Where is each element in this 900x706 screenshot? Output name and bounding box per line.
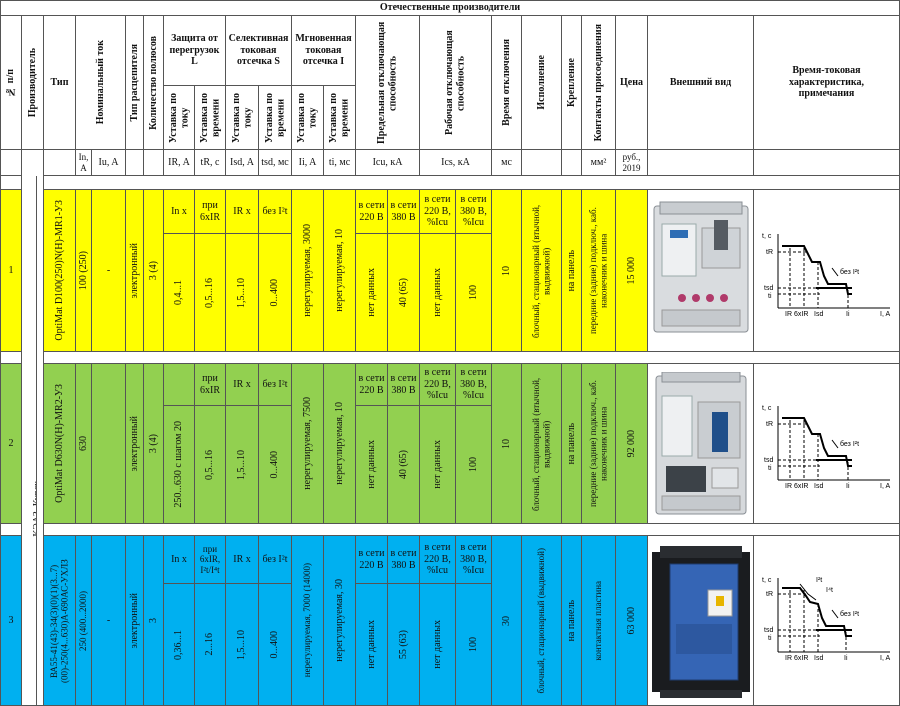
row1-icu2: 40 (65) xyxy=(388,234,420,352)
header-instant: Мгновенная токовая отсечка I xyxy=(292,16,356,86)
unit-ti: ti, мс xyxy=(324,150,356,176)
row2-type: OptiMat D630N(H)-MR2-УЗ xyxy=(44,364,76,524)
row2-icu: нет данных xyxy=(356,406,388,524)
spacer-row xyxy=(0,176,22,190)
row2-ir-top xyxy=(164,364,195,406)
tc-chart-2 xyxy=(760,400,896,492)
unit-ics: Ics, кА xyxy=(420,150,492,176)
tc-chart-3 xyxy=(760,572,896,664)
chart1-ii: Ii xyxy=(846,311,850,318)
chart1-x-label: I, A xyxy=(880,311,891,318)
header-appearance: Внешний вид xyxy=(648,16,754,150)
row2-ti: нерегулируемая, 10 xyxy=(324,364,356,524)
sub-set-time-s: Уставка по времени xyxy=(259,86,292,150)
row3-ir: 0,36...1 xyxy=(164,584,195,706)
spacer-row xyxy=(0,352,22,364)
chart3-ir: IR xyxy=(785,655,792,662)
chart2-tr: tR xyxy=(766,421,773,428)
row3-connection: контактная пластина xyxy=(582,536,616,706)
unit-icu: Icu, кА xyxy=(356,150,420,176)
row1-type: OptiMat D100(250)N(H)-MR1-УЗ xyxy=(44,190,76,352)
chart3-6xir: 6xIR xyxy=(794,655,809,662)
chart3-y-label: t, c xyxy=(762,577,772,584)
chart2-no-i2t: без I²t xyxy=(840,441,860,448)
table-title: Отечественные производители xyxy=(0,0,900,16)
row3-icu: нет данных xyxy=(356,584,388,706)
row1-icu: нет данных xyxy=(356,234,388,352)
header-manufacturer: Производитель xyxy=(22,16,44,150)
header-connection: Контакты присоединения xyxy=(582,16,616,150)
row3-tsd: 0...400 xyxy=(259,584,292,706)
unit-price: руб., 2019 xyxy=(616,150,648,176)
row3-num: 3 xyxy=(0,536,22,706)
chart1-ti: ti xyxy=(768,293,772,300)
row1-tr-top: при 6xIR xyxy=(195,190,226,234)
chart3-ii: Ii xyxy=(844,655,848,662)
row1-execution: блочный, стационарный (втычной, выдвижной) xyxy=(522,190,562,352)
row1-ir-top: In x xyxy=(164,190,195,234)
row3-ir-top: In x xyxy=(164,536,195,584)
spacer-row xyxy=(44,352,900,364)
spacer-row xyxy=(0,524,22,536)
chart1-isd: Isd xyxy=(814,311,824,318)
row2-price: 92 000 xyxy=(616,364,648,524)
unit-in: In, A xyxy=(76,150,92,176)
row3-tr: 2...16 xyxy=(195,584,226,706)
header-trip-time: Время отключения xyxy=(492,16,522,150)
row2-icu-top: в сети 220 В xyxy=(356,364,388,406)
row3-icu2-top: в сети 380 В xyxy=(388,536,420,584)
header-poles: Количество полюсов xyxy=(144,16,164,150)
units-cell xyxy=(562,150,582,176)
chart2-x-label: I, A xyxy=(880,483,891,490)
row1-connection: передние (задние) подключ., каб. наконечник и шина xyxy=(582,190,616,352)
header-release-type: Тип расцепителя xyxy=(126,16,144,150)
header-execution: Исполнение xyxy=(522,16,562,150)
chart1-tsd: tsd xyxy=(764,285,774,292)
row3-poles: 3 xyxy=(144,536,164,706)
chart3-isd: Isd xyxy=(814,655,824,662)
header-price: Цена xyxy=(616,16,648,150)
row2-execution: блочный, стационарный (втычной, выдвижной) xyxy=(522,364,562,524)
units-cell xyxy=(126,150,144,176)
row2-mounting: на панель xyxy=(562,364,582,524)
row3-ics2-top: в сети 380 В, %Icu xyxy=(456,536,492,584)
header-rated-current: Номинальный ток xyxy=(76,16,126,150)
row2-isd: 1,5...10 xyxy=(226,406,259,524)
row2-ir: 250...630 с шагом 20 xyxy=(164,406,195,524)
row3-in: 250 (400...2000) xyxy=(76,536,92,706)
chart3-tsd: tsd xyxy=(764,627,774,634)
row2-num: 2 xyxy=(0,364,22,524)
row1-icu-top: в сети 220 В xyxy=(356,190,388,234)
header-service-breaking: Рабочая отключающая способность xyxy=(420,16,492,150)
row2-tr-top: при 6xIR xyxy=(195,364,226,406)
row2-tr: 0,5...16 xyxy=(195,406,226,524)
chart3-tr: tR xyxy=(766,591,773,598)
row3-tr-top: при 6xIR, I²t/I⁴t xyxy=(195,536,226,584)
units-cell xyxy=(0,150,22,176)
row1-trip: 10 xyxy=(492,190,522,352)
row3-trip: 30 xyxy=(492,536,522,706)
chart2-isd: Isd xyxy=(814,483,824,490)
row3-mounting: на панель xyxy=(562,536,582,706)
row3-icu2: 55 (63) xyxy=(388,584,420,706)
chart3-ti: ti xyxy=(768,635,772,642)
row3-tsd-top: без I²t xyxy=(259,536,292,584)
units-cell xyxy=(754,150,900,176)
spacer-row xyxy=(44,176,900,190)
row1-ics: нет данных xyxy=(420,234,456,352)
sub-set-time-i: Уставка по времени xyxy=(324,86,356,150)
chart1-tr: tR xyxy=(766,249,773,256)
header-characteristic: Время-токовая характеристика, примечания xyxy=(754,16,900,150)
row2-in: 630 xyxy=(76,364,92,524)
chart1-y-label: t, c xyxy=(762,233,772,240)
units-cell xyxy=(522,150,562,176)
header-ultimate-breaking: Предельная отключающая способность xyxy=(356,16,420,150)
row1-in: 100 (250) xyxy=(76,190,92,352)
header-type: Тип xyxy=(44,16,76,150)
row1-iu: - xyxy=(92,190,126,352)
row3-icu-top: в сети 220 В xyxy=(356,536,388,584)
units-cell xyxy=(44,150,76,176)
row2-tsd: 0...400 xyxy=(259,406,292,524)
row2-isd-top: IR x xyxy=(226,364,259,406)
unit-ms: мс xyxy=(492,150,522,176)
chart2-6xir: 6xIR xyxy=(794,483,809,490)
manufacturer-inner xyxy=(36,176,44,706)
breaker-photo-1 xyxy=(652,200,750,340)
sub-set-current-i: Уставка по току xyxy=(292,86,324,150)
unit-tsd: tsd, мс xyxy=(259,150,292,176)
row2-ics2: 100 xyxy=(456,406,492,524)
chart2-y-label: t, c xyxy=(762,405,772,412)
breaker-photo-2 xyxy=(652,372,750,518)
row3-ics: нет данных xyxy=(420,584,456,706)
sub-set-current-s: Уставка по току xyxy=(226,86,259,150)
row3-ics-top: в сети 220 В, %Icu xyxy=(420,536,456,584)
row1-poles: 3 (4) xyxy=(144,190,164,352)
unit-mm2: мм² xyxy=(582,150,616,176)
row3-iu: - xyxy=(92,536,126,706)
chart2-ii: Ii xyxy=(846,483,850,490)
row1-ics-top: в сети 220 В, %Icu xyxy=(420,190,456,234)
row2-icu2: 40 (65) xyxy=(388,406,420,524)
unit-ii: Ii, A xyxy=(292,150,324,176)
row3-isd-top: IR x xyxy=(226,536,259,584)
row3-price: 63 000 xyxy=(616,536,648,706)
row3-ti: нерегулируемая, 30 xyxy=(324,536,356,706)
row1-ii: нерегулируемая, 3000 xyxy=(292,190,324,352)
chart2-tsd: tsd xyxy=(764,457,774,464)
chart3-i4t: I⁴t xyxy=(826,587,833,594)
row1-mounting: на панель xyxy=(562,190,582,352)
chart1-6xir: 6xIR xyxy=(794,311,809,318)
unit-tr: tR, c xyxy=(195,150,226,176)
row1-ics2: 100 xyxy=(456,234,492,352)
unit-isd: Isd, A xyxy=(226,150,259,176)
row2-release: электронный xyxy=(126,364,144,524)
row1-num: 1 xyxy=(0,190,22,352)
row2-ii: нерегулируемая, 7500 xyxy=(292,364,324,524)
header-mounting: Крепление xyxy=(562,16,582,150)
spacer-row xyxy=(44,524,900,536)
row1-icu2-top: в сети 380 В xyxy=(388,190,420,234)
row2-ics2-top: в сети 380 В, %Icu xyxy=(456,364,492,406)
sub-set-current-l: Уставка по току xyxy=(164,86,195,150)
row1-isd: 1,5...10 xyxy=(226,234,259,352)
row1-price: 15 000 xyxy=(616,190,648,352)
row1-isd-top: IR x xyxy=(226,190,259,234)
chart2-ti: ti xyxy=(768,465,772,472)
chart1-no-i2t: без I²t xyxy=(840,269,860,276)
row1-ti: нерегулируемая, 10 xyxy=(324,190,356,352)
chart2-ir: IR xyxy=(785,483,792,490)
row2-poles: 3 (4) xyxy=(144,364,164,524)
row3-type: ВА55-41(43)-34(3)(0)(1)(3...7)(00)-250(4...630)А-690АС-УХЛЗ xyxy=(44,536,76,706)
row1-tsd: 0...400 xyxy=(259,234,292,352)
row1-release: электронный xyxy=(126,190,144,352)
chart3-i2t: I²t xyxy=(816,577,823,584)
unit-iu: Iu, A xyxy=(92,150,126,176)
unit-ir: IR, A xyxy=(164,150,195,176)
breaker-photo-3 xyxy=(652,544,750,700)
row2-iu xyxy=(92,364,126,524)
header-overload: Защита от перегрузок L xyxy=(164,16,226,86)
chart1-ir: IR xyxy=(785,311,792,318)
tc-chart-1 xyxy=(760,228,896,320)
row3-release: электронный xyxy=(126,536,144,706)
row1-tr: 0,5...16 xyxy=(195,234,226,352)
units-cell xyxy=(648,150,754,176)
units-cell xyxy=(144,150,164,176)
row2-tsd-top: без I²t xyxy=(259,364,292,406)
chart3-x-label: I, A xyxy=(880,655,891,662)
row3-ics2: 100 xyxy=(456,584,492,706)
header-selective: Селективная токовая отсечка S xyxy=(226,16,292,86)
row1-tsd-top: без I²t xyxy=(259,190,292,234)
chart3-no-i2t: без I²t xyxy=(840,611,860,618)
row1-ics2-top: в сети 380 В, %Icu xyxy=(456,190,492,234)
row3-isd: 1,5...10 xyxy=(226,584,259,706)
row2-trip: 10 xyxy=(492,364,522,524)
row3-execution: блочный, стационарный (выдвижной) xyxy=(522,536,562,706)
row1-ir: 0,4...1 xyxy=(164,234,195,352)
row2-connection: передние (задние) подключ., каб. наконечник и шина xyxy=(582,364,616,524)
row2-icu2-top: в сети 380 В xyxy=(388,364,420,406)
header-num: № п/п xyxy=(0,16,22,150)
row2-ics: нет данных xyxy=(420,406,456,524)
sub-set-time-l: Уставка по времени xyxy=(195,86,226,150)
row2-ics-top: в сети 220 В, %Icu xyxy=(420,364,456,406)
row3-ii: нерегулируемая, 7000 (14000) xyxy=(292,536,324,706)
